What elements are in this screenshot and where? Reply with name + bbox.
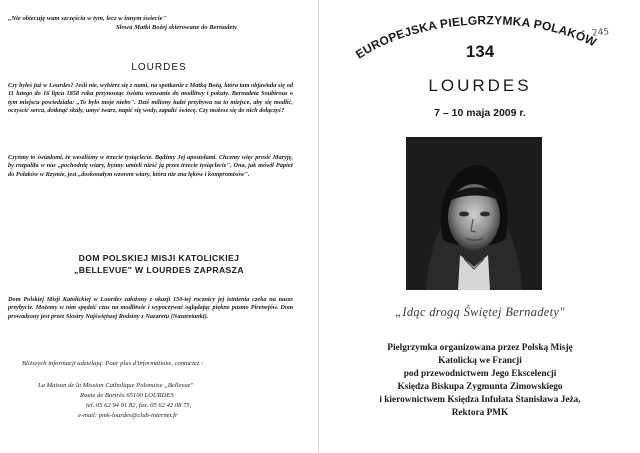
handwritten-number: 245 — [591, 27, 610, 39]
organizer-line-4: Księdza Biskupa Zygmunta Zimowskiego — [397, 382, 563, 392]
mission-house-heading-1: DOM POLSKIEJ MISJI KATOLICKIEJ — [78, 253, 240, 263]
event-dates: 7 – 10 maja 2009 r. — [434, 107, 526, 119]
address-line-1: La Maison de la Mission Catholique Polonaise „Bellevue" — [38, 382, 194, 389]
motto-attribution: Słowa Matki Bożej skierowane do Bernadety — [116, 24, 238, 31]
millennium-paragraph: Czyńmy to świadomi, że weszliśmy w trzecie tysiąclecie. Bądźmy Jej apostołami. Chcemy więc prosić Maryję, by rozpaliła w nas „pochodnię wiary, byśmy umieli nieść ją przez trzecie tysiąclecie". Ona, jak mówił Papież do Polaków w Rzymie, jest „doskonałym wzorem wiary, która nie zna lęków i kompromisów". — [8, 154, 293, 178]
address-email: e-mail: pmk-lourdes@club-internet.fr — [78, 412, 178, 419]
bernadette-portrait — [406, 137, 542, 290]
place-title: LOURDES — [428, 76, 532, 95]
organizer-line-3: pod przewodnictwem Jego Ekscelencji — [403, 369, 557, 379]
organizer-line-2: Katolicką we Francji — [438, 356, 522, 366]
organizer-line-1: Pielgrzymka organizowana przez Polską Misję — [387, 343, 573, 353]
arc-title-text: EUROPEJSKA PIELGRZYMKA POLAKÓW — [353, 13, 599, 62]
left-page — [0, 0, 318, 453]
organizer-line-5: i kierownictwem Księdza Infułata Stanisława Jeża, — [379, 395, 581, 405]
pilgrimage-number: 134 — [465, 42, 495, 61]
motto — [8, 14, 308, 32]
contact-intro: Bliższych informacji udzielają: Pour plus d'informations, contactez : — [22, 360, 204, 367]
motto-quote: „Nie obiecuję wam szczęścia w tym, lecz w innym świecie" — [8, 15, 167, 22]
mission-house-heading-2: „BELLEVUE" W LOURDES ZAPRASZA — [74, 265, 244, 275]
intro-paragraph: Czy byłeś już w Lourdes? Jeśli nie, wybierz się z nami, na spotkanie z Matką Bożą, która tam objawiała się od 11 lutego do 16 lipca 1858 roku przynosząc światu wezwanie do modlitwy i pokuty. Bernadeta Soubirous o tym miejscu powiedziała: „To było moje niebo". Dziś miliony ludzi przybywa na to miejsce, aby się modlić, oczyścić serca, dotknąć skały, umyć twarz, napić się wody, zapalić świecę. Czy możesz się do nich dołączyć? — [8, 82, 293, 115]
page-fold — [318, 0, 319, 453]
pilgrimage-motto: „Idąc drogą Świętej Bernadety" — [395, 305, 565, 319]
address-phone-fax: tel. 05 62 94 91 82, fax. 05 62 42 08 75, — [86, 402, 192, 409]
section-heading-lourdes: LOURDES — [131, 62, 187, 73]
right-page — [320, 0, 640, 453]
address-line-2: Route de Bartrès 65100 LOURDES — [80, 392, 174, 399]
organizer-line-6: Rektora PMK — [451, 408, 509, 418]
mission-house-paragraph: Dom Polskiej Misji Katolickiej w Lourdes założony z okazji 150-tej rocznicy jej istnienia czeka na nasze przybycie. Możemy w nim spędzić czas na modlitwie i wypoczywać oglądając piękne pasmo Pirenejów. Dom prowadzony jest przez Siostry Najświętszej Rodziny z Nazaretu (Nazaretanki). — [8, 296, 293, 320]
